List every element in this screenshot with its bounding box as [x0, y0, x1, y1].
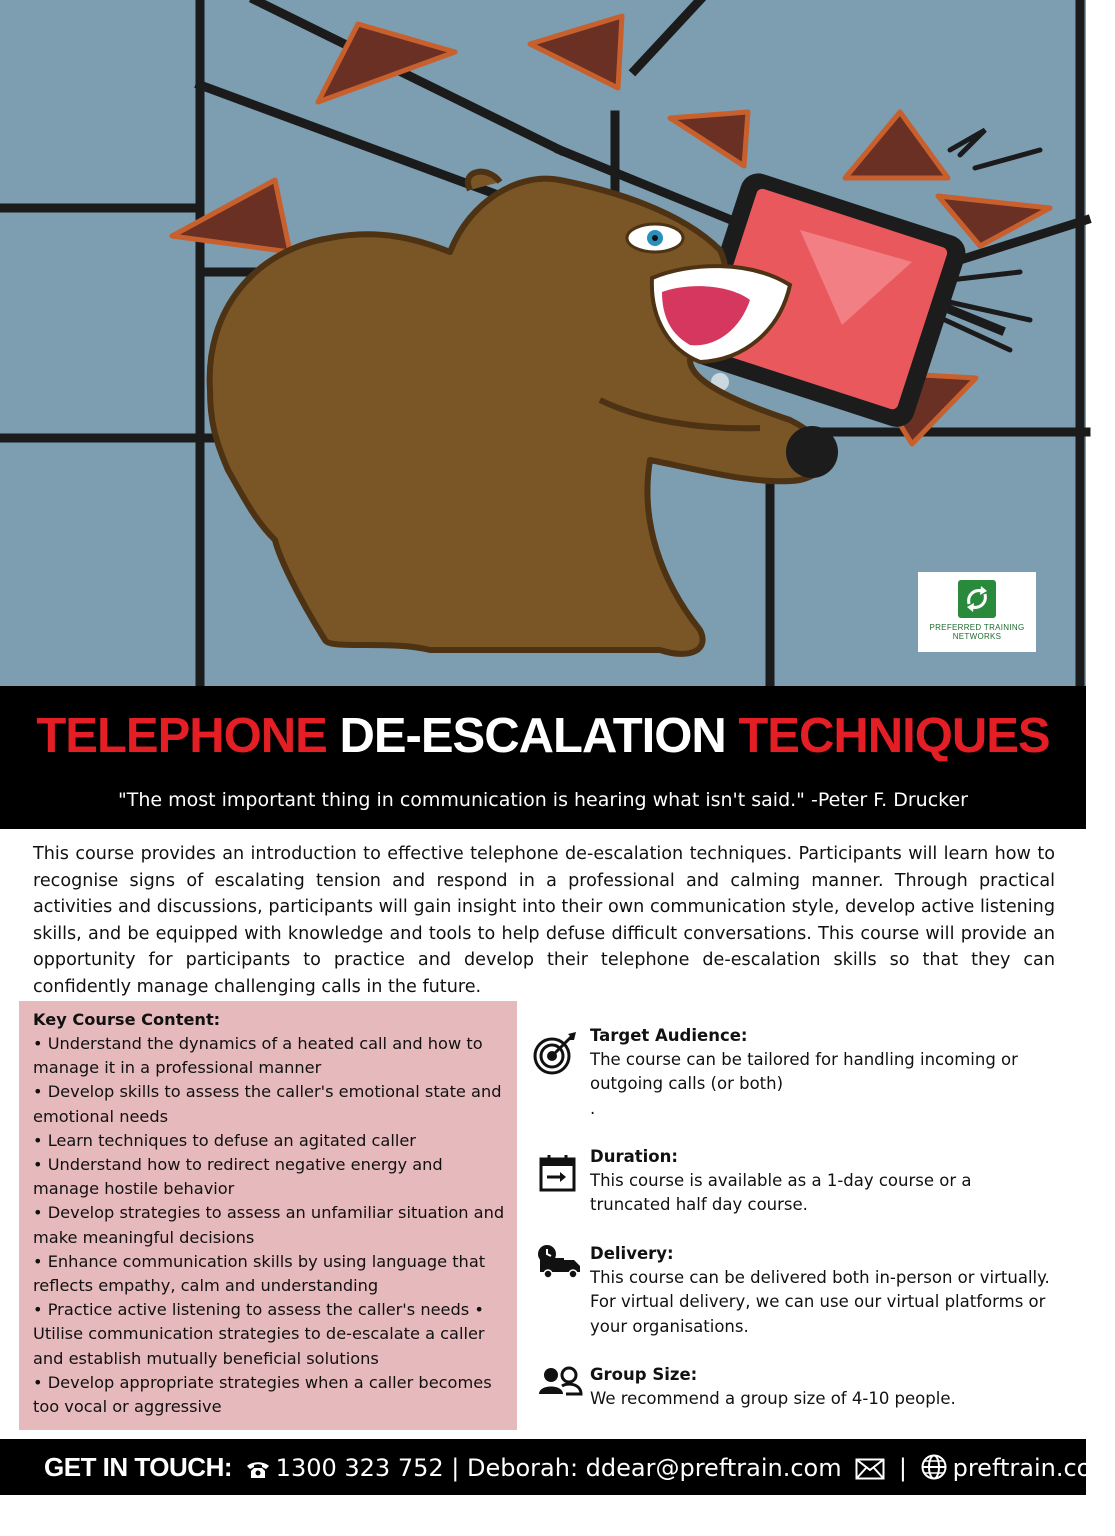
get-in-touch-label: GET IN TOUCH: — [44, 1452, 233, 1482]
list-item: • Enhance communication skills by using language that reflects empathy, calm and understanding — [33, 1251, 486, 1296]
contact-email[interactable]: Deborah: ddear@preftrain.com — [467, 1454, 842, 1482]
key-content-list — [33, 1032, 505, 1419]
list-item: • Learn techniques to defuse an agitated caller — [33, 1130, 416, 1150]
mail-icon — [855, 1454, 885, 1490]
delivery-text: This course can be delivered both in-person or virtually. For virtual delivery, we can use our virtual platforms or your organisations. — [590, 1268, 1050, 1336]
target-icon — [532, 1030, 580, 1082]
telephone-icon — [246, 1454, 270, 1490]
title-word-de-escalation: DE-ESCALATION — [339, 709, 726, 763]
list-item: • Develop appropriate strategies when a caller becomes too vocal or aggressive — [33, 1372, 492, 1417]
list-item: • Practice active listening to assess the caller's needs • Utilise communication strategies to de-escalate a caller and establish mutually beneficial solutions — [33, 1300, 485, 1368]
group-title: Group Size: — [590, 1365, 698, 1384]
phone-number[interactable]: 1300 323 752 — [275, 1454, 444, 1482]
key-content-heading: Key Course Content: — [33, 1010, 221, 1029]
footer-contact-bar — [0, 1439, 1115, 1495]
list-item: • Develop strategies to assess an unfamiliar situation and make meaningful decisions — [33, 1203, 505, 1247]
intro-paragraph: This course provides an introduction to effective telephone de-escalation techniques. Participants will learn how to recognise signs of escalating tension and respond in a professional and calming manner. Through practical activities and discussions, participants will gain insight into their own communication style, develop active listening skills, and be equipped with knowledge and tools to help defuse difficult conversations. This course will provide an opportunity for participants to practice and develop their telephone de-escalation skills so that they can confidently manage challenging calls in the future. — [33, 844, 1055, 997]
audience-title: Target Audience: — [590, 1026, 748, 1045]
company-logo — [918, 572, 1036, 652]
list-item: • Develop skills to assess the caller's emotional state and emotional needs — [33, 1082, 502, 1126]
delivery-title: Delivery: — [590, 1244, 674, 1263]
separator: | — [898, 1454, 907, 1482]
group-icon — [538, 1366, 582, 1402]
title-word-telephone: TELEPHONE — [36, 709, 327, 763]
delivery-truck-icon — [536, 1244, 582, 1284]
page-title — [0, 708, 1086, 764]
globe-icon — [921, 1454, 947, 1490]
duration-title: Duration: — [590, 1147, 678, 1166]
audience-text: The course can be tailored for handling incoming or outgoing calls (or both) — [590, 1050, 1018, 1094]
refresh-arrows-logo-icon — [958, 580, 996, 618]
title-word-techniques: TECHNIQUES — [738, 709, 1050, 763]
calendar-icon — [538, 1153, 578, 1197]
website-link[interactable]: preftrain.com — [952, 1454, 1115, 1482]
group-text: We recommend a group size of 4-10 people. — [590, 1389, 956, 1408]
duration-text: This course is available as a 1-day course or a truncated half day course. — [590, 1171, 972, 1215]
footer-contact-line — [44, 1449, 1115, 1490]
separator: | — [451, 1454, 460, 1482]
quote: "The most important thing in communication is hearing what isn't said." -Peter F. Drucker — [118, 789, 968, 811]
list-item: • Understand the dynamics of a heated call and how to manage it in a professional manner — [33, 1034, 483, 1078]
hero-illustration — [0, 0, 1086, 686]
list-item: • Understand how to redirect negative energy and manage hostile behavior — [33, 1155, 443, 1199]
audience-extra: . — [590, 1099, 596, 1118]
logo-text: PREFERRED TRAINING NETWORKS — [929, 623, 1025, 641]
